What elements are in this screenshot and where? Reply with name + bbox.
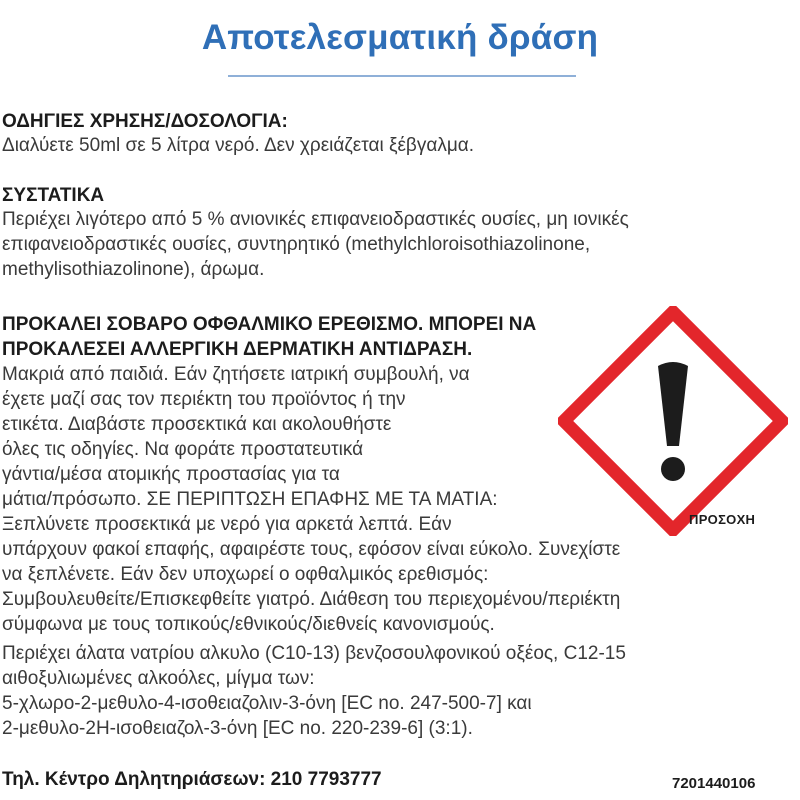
ingredients-line: επιφανειοδραστικές ουσίες, συντηρητικό (methylchloroisothiazolinone,	[2, 234, 591, 255]
instructions-heading: ΟΔΗΓΙΕΣ ΧΡΗΣΗΣ/ΔΟΣΟΛΟΓΙΑ:	[2, 111, 288, 132]
title-divider	[228, 75, 576, 77]
ingredients-line: Περιέχει λιγότερο από 5 % ανιονικές επιφανειοδραστικές ουσίες, μη ιονικές	[2, 209, 629, 230]
warning-line: υπάρχουν φακοί επαφής, αφαιρέστε τους, εφόσον είναι εύκολο. Συνεχίστε	[2, 539, 621, 560]
warning-line: σύμφωνα με τους τοπικούς/εθνικούς/διεθνείς κανονισμούς.	[2, 614, 495, 635]
warning-line: 5-χλωρο-2-μεθυλο-4-ισοθειαζολιν-3-όνη [EC no. 247-500-7] και	[2, 693, 532, 714]
warning-line: έχετε μαζί σας τον περιέκτη του προϊόντος ή την	[2, 389, 406, 410]
warning-line: Ξεπλύνετε προσεκτικά με νερό για αρκετά λεπτά. Εάν	[2, 514, 452, 535]
warning-line: όλες τις οδηγίες. Να φοράτε προστατευτικά	[2, 439, 364, 460]
page-title: Αποτελεσματική δράση	[201, 18, 599, 57]
warning-line: 2-μεθυλο-2Η-ισοθειαζολ-3-όνη [EC no. 220-239-6] (3:1).	[2, 718, 473, 739]
hazard-signal-word: ΠΡΟΣΟΧΗ	[689, 512, 756, 527]
warning-heading-line: ΠΡΟΚΑΛΕΣΕΙ ΑΛΛΕΡΓΙΚΗ ΔΕΡΜΑΤΙΚΗ ΑΝΤΙΔΡΑΣΗ.	[2, 339, 473, 360]
warning-line: Μακριά από παιδιά. Εάν ζητήσετε ιατρική συμβουλή, να	[2, 364, 470, 385]
warning-line: γάντια/μέσα ατομικής προστασίας για τα	[2, 464, 340, 485]
exclamation-mark-hazard-icon	[558, 306, 788, 536]
warning-line: να ξεπλένετε. Εάν δεν υποχωρεί ο οφθαλμικός ερεθισμός:	[2, 564, 489, 585]
warning-line: Συμβουλευθείτε/Επισκεφθείτε γιατρό. Διάθεση του περιεχομένου/περιέκτη	[2, 589, 621, 610]
poison-center-phone: Τηλ. Κέντρο Δηλητηριάσεων: 210 7793777	[2, 769, 382, 790]
ingredients-line: methylisothiazolinone), άρωμα.	[2, 259, 265, 280]
warning-line: Περιέχει άλατα νατρίου αλκυλο (C10-13) βενζοσουλφονικού οξέος, C12-15	[2, 643, 626, 664]
product-code: 7201440106	[672, 775, 756, 792]
warning-line: ετικέτα. Διαβάστε προσεκτικά και ακολουθήστε	[2, 414, 392, 435]
warning-line: αιθοξυλιωμένες αλκοόλες, μίγμα των:	[2, 668, 315, 689]
ingredients-heading: ΣΥΣΤΑΤΙΚΑ	[2, 185, 105, 206]
warning-line: μάτια/πρόσωπο. ΣΕ ΠΕΡΙΠΤΩΣΗ ΕΠΑΦΗΣ ΜΕ ΤΑ ΜΑΤΙΑ:	[2, 489, 498, 510]
warning-heading-line: ΠΡΟΚΑΛΕΙ ΣΟΒΑΡΟ ΟΦΘΑΛΜΙΚΟ ΕΡΕΘΙΣΜΟ. ΜΠΟΡΕΙ ΝΑ	[2, 314, 537, 335]
instructions-text: Διαλύετε 50ml σε 5 λίτρα νερό. Δεν χρειάζεται ξέβγαλμα.	[2, 135, 475, 156]
